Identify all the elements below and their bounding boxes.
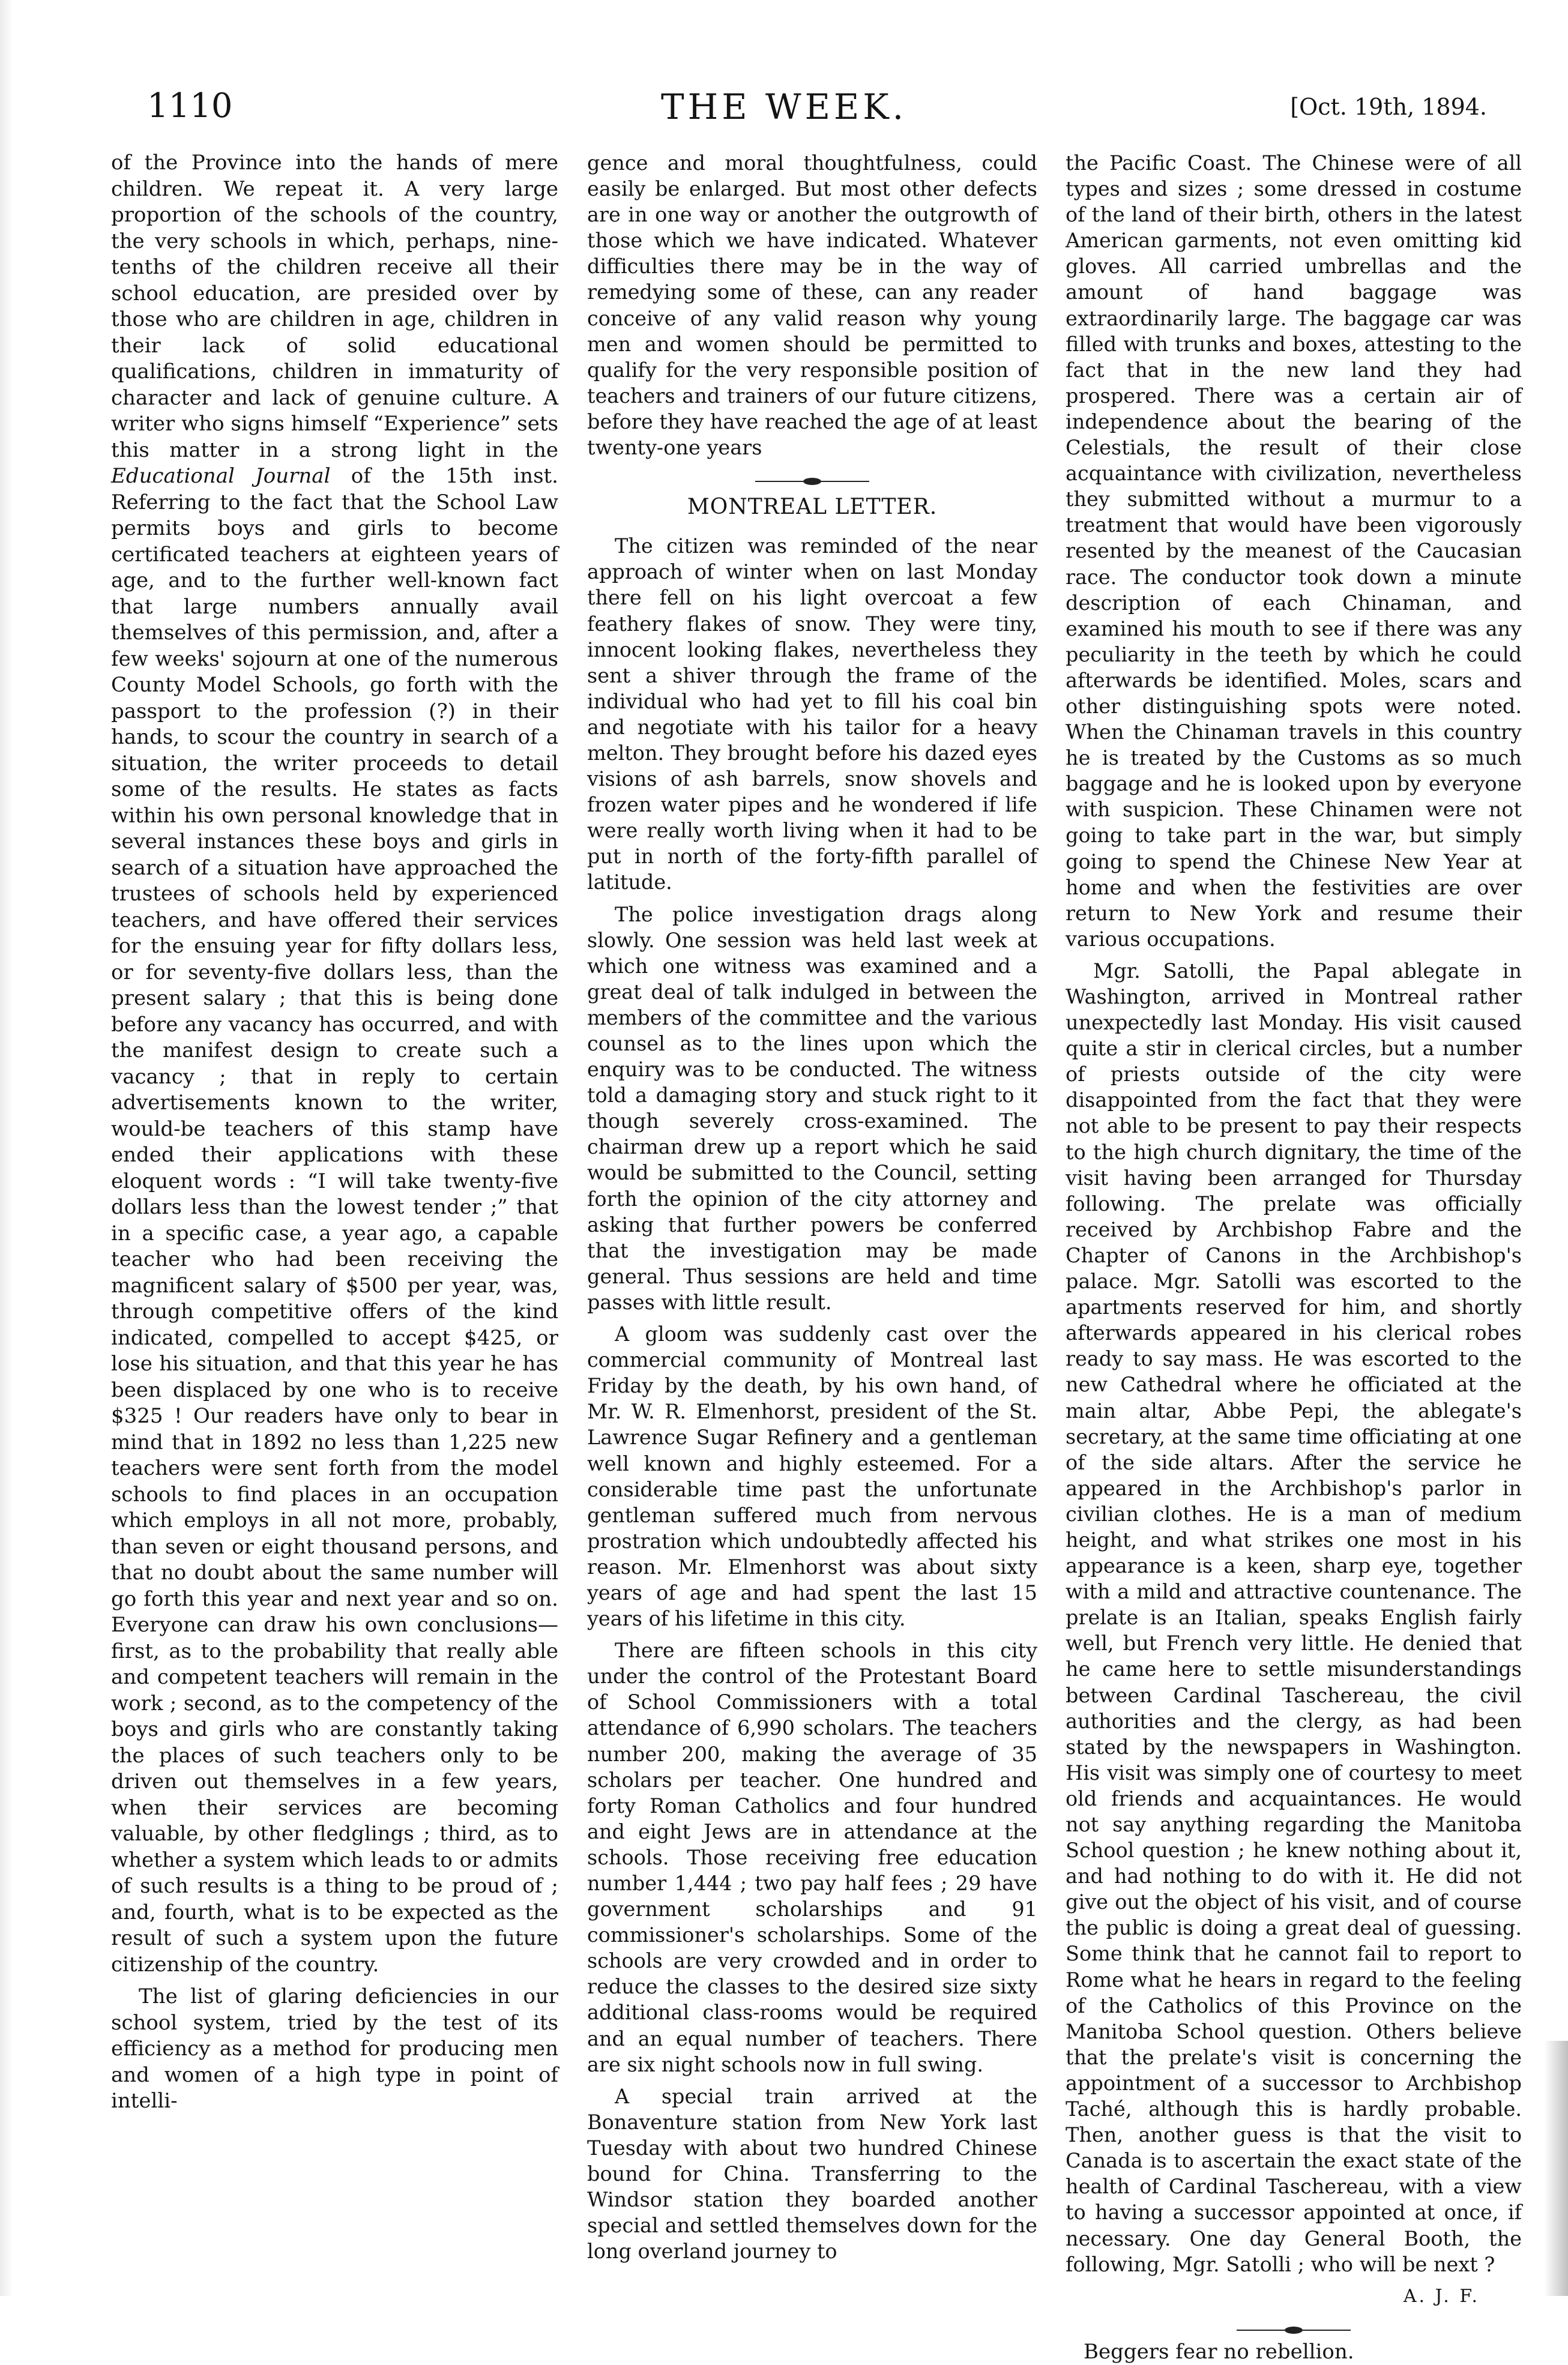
journal-title: Educational Journal [111, 464, 331, 488]
paragraph: A special train arrived at the Bonaventure station from New York last Tuesday with about two hundred Chinese bound for China. Transferring to the Windsor station they boarded another special and settled themselves down for the long overland journey to [587, 2084, 1037, 2264]
closing-motto: Beggers fear no rebellion. [1084, 2339, 1354, 2364]
binding-shadow [0, 0, 13, 2296]
author-signature: A. J. F. [1403, 2285, 1480, 2307]
paragraph: Mgr. Satolli, the Papal ablegate in Washington, arrived in Montreal rather unexpectedly last Monday. His visit caused quite a stir in clerical circles, but a number of priests outside of the city were disappointed from the fact that they were not able to be present to pay their respects to the high church dignitary, the time of the visit having been arranged for Thursday following. The prelate was officially received by Archbishop Fabre and the Chapter of Canons in the Archbishop's palace. Mgr. Satolli was escorted to the apartments reserved for him, and shortly afterwards appeared in his clerical robes ready to say mass. He was escorted to the new Cathedral where he officiated at the main altar, Abbe Pepi, the ablegate's secretary, at the same time officiating at one of the side altars. After the service he appeared in the Archbishop's parlor in civilian clothes. He is a man of medium height, and what strikes one most in his appearance is a keen, sharp eye, together with a mild and attractive countenance. The prelate is an Italian, speaks English fairly well, but French very little. He denied that he came here to settle misunderstandings between Cardinal Taschereau, the civil authorities and the clergy, as had been stated by the newspapers in Washington. His visit was simply one of courtesy to meet old friends and acquaintances. He would not say anything regarding the Manitoba School question ; he knew nothing about it, and had nothing to do with it. He did not give out the object of his visit, and of course the public is doing a great deal of guessing. Some think that he cannot fail to report to Rome what he hears in regard to the feeling of the Catholics of this Province on the Manitoba School question. Others believe that the prelate's visit is concerning the appointment of a successor to Archbishop Taché, although this is hardly probable. Then, another guess is that the visit to Canada is to ascertain the exact state of the health of Cardinal Taschereau, with a view to having a successor appointed at once, if necessary. One day General Booth, the following, Mgr. Satolli ; who will be next ? [1066, 959, 1522, 2276]
paragraph: The list of glaring deficiencies in our school system, tried by the test of its efficiency as a method for producing men and women of a high type in point of intelli- [111, 1984, 558, 2113]
column-2 [587, 150, 1037, 2264]
column-1 [111, 150, 558, 2115]
paragraph: The police investigation drags along slowly. One session was held last week at which one witness was examined and a great deal of talk indulged in between the members of the committee and the various counsel as to the lines upon which the enquiry was to be conducted. The witness told a damaging story and stuck right to it though severely cross-examined. The chairman drew up a report which he said would be submitted to the Council, setting forth the opinion of the city attorney and asking that further powers be conferred that the investigation may be made general. Thus sessions are held and time passes with little result. [587, 902, 1037, 1314]
issue-date: [Oct. 19th, 1894. [1290, 94, 1487, 120]
page-edge-shadow [1544, 2041, 1568, 2296]
paragraph: The citizen was reminded of the near approach of winter when on last Monday there fell on his light overcoat a few feathery flakes of snow. They were tiny, innocent looking flakes, nevertheless they sent a shiver through the frame of the individual who had yet to fill his coal bin and negotiate with his tailor for a heavy melton. They brought before his dazed eyes visions of ash barrels, snow shovels and frozen water pipes and he wondered if life were really worth living when it had to be put in north of the forty-fifth parallel of latitude. [587, 534, 1037, 894]
column-3 [1066, 150, 1522, 2365]
section-divider [755, 476, 869, 487]
masthead-title: THE WEEK. [660, 86, 908, 127]
paragraph: of the Province into the hands of mere children. We repeat it. A very large proportion of the schools of the country, the very schools in which, perhaps, nine-tenths of the children receive all their school education, are presided over by those who are children in age, children in their lack of solid educational qualifications, children in immaturity of character and lack of genuine culture. A writer who signs himself “Experience” sets this matter in a strong light in the Educational Journal of the 15th inst. Referring to the fact that the School Law permits boys and girls to become certificated teachers at eighteen years of age, and to the further well-known fact that large numbers annually avail themselves of this permission, and, after a few weeks' sojourn at one of the numerous County Model Schools, go forth with the passport to the profession (?) in their hands, to scour the country in search of a situation, the writer proceeds to detail some of the results. He states as facts within his own personal knowledge that in several instances these boys and girls in search of a situation have approached the trustees of schools held by experienced teachers, and have offered their services for the ensuing year for fifty dollars less, or for seventy-five dollars less, than the present salary ; that this is being done before any vacancy has occurred, and with the manifest design to create such a vacancy ; that in reply to certain advertisements known to the writer, would-be teachers of this stamp have ended their applications with these eloquent words : “I will take twenty-five dollars less than the lowest tender ;” that in a specific case, a year ago, a capable teacher who had been receiving the magnificent salary of $500 per year, was, through competitive offers of the kind indicated, compelled to accept $425, or lose his situation, and that this year he has been displaced by one who is to receive $325 ! Our readers have only to bear in mind that in 1892 no less than 1,225 new teachers were sent forth from the model schools to find places in an occupation which employs in all not more, probably, than seven or eight thousand persons, and that no doubt about the same number will go forth this year and next year and so on. Everyone can draw his own conclusions—first, as to the probability that really able and competent teachers will remain in the work ; second, as to the competency of the boys and girls who are constantly taking the places of such teachers only to be driven out themselves in a few years, when their services are becoming valuable, by other fledglings ; third, as to whether a system which leads to or admits of such results is a thing to be proud of ; and, fourth, what is to be expected as the result of such a system upon the future citizenship of the country. [111, 151, 558, 1977]
page-header [0, 78, 1568, 132]
section-divider [1237, 2325, 1351, 2336]
article-heading: MONTREAL LETTER. [687, 495, 938, 520]
paragraph: There are fifteen schools in this city under the control of the Protestant Board of School Commissioners with a total attendance of 6,990 scholars. The teachers number 200, making the average of 35 scholars per teacher. One hundred and forty Roman Catholics and four hundred and eight Jews are in attendance at the schools. Those receiving free education number 1,444 ; two pay half fees ; 29 have government scholarships and 91 commissioner's scholarships. Some of the schools are very crowded and in order to reduce the classes to the desired size sixty additional class-rooms would be required and an equal number of teachers. There are six night schools now in full swing. [587, 1639, 1037, 2076]
page-number: 1110 [147, 86, 233, 125]
paragraph: gence and moral thoughtfulness, could easily be enlarged. But most other defects are in one way or another the outgrowth of those which we have indicated. Whatever difficulties there may be in the way of remedying some of these, can any reader conceive of any valid reason why young men and women should be permitted to qualify for the very responsible position of teachers and trainers of our future citizens, before they have reached the age of at least twenty-one years [587, 151, 1037, 460]
paragraph: the Pacific Coast. The Chinese were of all types and sizes ; some dressed in costume of the land of their birth, others in the latest American garments, not even omitting kid gloves. All carried umbrellas and the amount of hand baggage was extraordinarily large. The baggage car was filled with trunks and boxes, attesting to the fact that in the new land they had prospered. There was a certain air of independence about the bearing of the Celestials, the result of their close acquaintance with civilization, nevertheless they submitted without a murmur to a treatment that would have been vigorously resented by the meanest of the Caucasian race. The conductor took down a minute description of each Chinaman, and examined his mouth to see if there was any peculiarity in the teeth by which he could afterwards be identified. Moles, scars and other distinguishing spots were noted. When the Chinaman travels in this country he is treated by the Customs as so much baggage and he is looked upon by everyone with suspicion. These Chinamen were not going to take part in the war, but simply going to spend the Chinese New Year at home and when the festivities are over return to New York and resume their various occupations. [1066, 151, 1522, 951]
paragraph: A gloom was suddenly cast over the commercial community of Montreal last Friday by the death, by his own hand, of Mr. W. R. Elmenhorst, president of the St. Lawrence Sugar Refinery and a gentleman well known and highly esteemed. For a considerable time past the unfortunate gentleman suffered much from nervous prostration which undoubtedly affected his reason. Mr. Elmenhorst was about sixty years of age and had spent the last 15 years of his lifetime in this city. [587, 1322, 1037, 1631]
